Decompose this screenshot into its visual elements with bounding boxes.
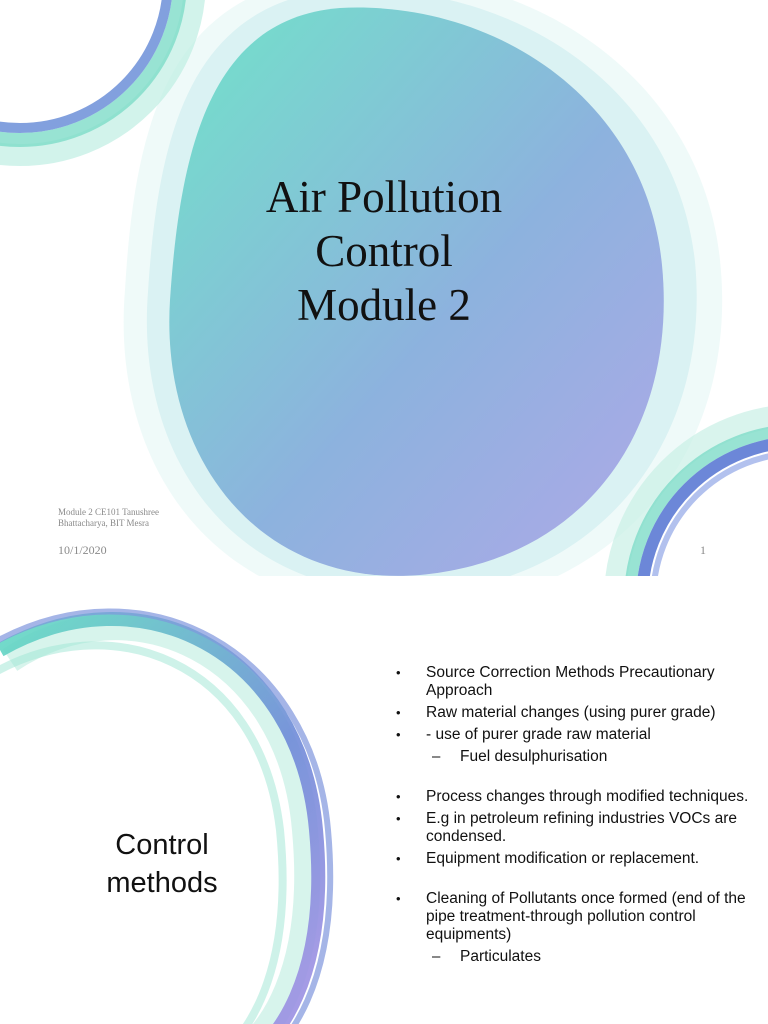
bullet-item: • Cleaning of Pollutants once formed (end of the pipe treatment-through pollution control equipments) <box>396 890 756 944</box>
bullet-item: • Raw material changes (using purer grade) <box>396 704 756 722</box>
footer-date: 10/1/2020 <box>58 543 107 557</box>
footer-note-line: Module 2 CE101 Tanushree <box>58 507 159 517</box>
sub-bullet-item: – Particulates <box>396 948 756 966</box>
bullet-item: • - use of purer grade raw material <box>396 726 756 744</box>
bullet-item: • Process changes through modified techniques. <box>396 788 756 806</box>
footer-note <box>58 507 188 529</box>
slide-number: 1 <box>700 543 706 557</box>
bullet-item: • Source Correction Methods Precautionary Approach <box>396 664 756 700</box>
bullet-list <box>396 664 756 970</box>
title-line: Module 2 <box>297 280 471 330</box>
slide-title <box>62 826 262 902</box>
sub-bullet-item: – Fuel desulphurisation <box>396 748 756 766</box>
bullet-item: • E.g in petroleum refining industries VOCs are condensed. <box>396 810 756 846</box>
footer-note-line: Bhattacharya, BIT Mesra <box>58 518 150 528</box>
content-slide <box>0 590 768 1024</box>
title-line: methods <box>106 867 218 899</box>
title-line: Control <box>315 226 453 276</box>
ring-left <box>0 611 330 1024</box>
title-line: Air Pollution <box>265 172 503 222</box>
slide-title <box>184 170 584 332</box>
slide-gap <box>0 576 768 590</box>
bullet-item: • Equipment modification or replacement. <box>396 850 756 868</box>
title-line: Control <box>115 829 209 861</box>
